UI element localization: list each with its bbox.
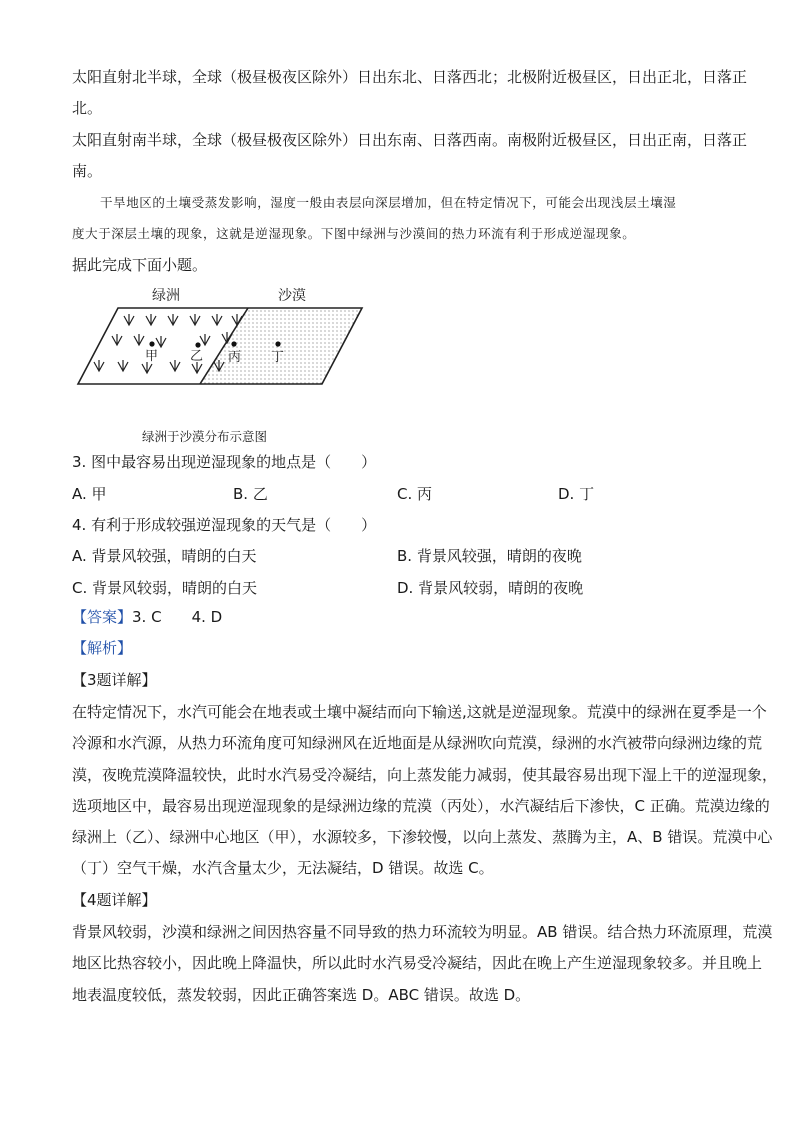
q3-stem: 3. 图中最容易出现逆湿现象的地点是（ ） <box>72 453 377 471</box>
instruction: 据此完成下面小题。 <box>72 256 208 274</box>
q3-detail-line-3: 漠，夜晚荒漠降温较快，此时水汽易受冷凝结，向上蒸发能力减弱，使其最容易出现下湿上干的逆湿现象， <box>72 766 778 784</box>
answer-label: 【答案】 <box>72 608 133 626</box>
point-yi-label: 乙 <box>190 349 204 364</box>
q3-detail-line-1: 在特定情况下，水汽可能会在地表或土壤中凝结而向下输送,这就是逆湿现象。荒漠中的绿洲在夏季是一个 <box>72 703 767 721</box>
q4-detail-line-3: 地表温度较低，蒸发较弱，因此正确答案选 D。ABC 错误。故选 D。 <box>72 986 531 1004</box>
q4-detail-line-2: 地区比热容较小，因此晚上降温快，所以此时水汽易受冷凝结，因此在晚上产生逆湿现象较多。并且晚上 <box>72 954 763 972</box>
point-ding-label: 丁 <box>271 350 285 365</box>
point-bing-label: 丙 <box>228 350 242 365</box>
intro-line-4: 南。 <box>72 162 103 180</box>
intro-line-3: 太阳直射南半球，全球（极昼极夜区除外）日出东南、日落西南。南极附近极昼区，日出正南，日落正 <box>72 131 748 149</box>
q4-stem: 4. 有利于形成较强逆湿现象的天气是（ ） <box>72 516 377 534</box>
q4-detail-line-1: 背景风较弱，沙漠和绿洲之间因热容量不同导致的热力环流较为明显。AB 错误。结合热力环流原理，荒漠 <box>72 923 773 941</box>
q3-option-a: A. 甲 <box>72 485 107 503</box>
q3-option-b: B. 乙 <box>233 485 268 503</box>
oasis-desert-diagram <box>72 282 372 392</box>
point-ding-dot <box>275 341 280 346</box>
point-bing-dot <box>231 341 236 346</box>
q3-detail-heading: 【3题详解】 <box>72 671 157 689</box>
answer-text: 3. C 4. D <box>132 608 223 626</box>
q3-option-c: C. 丙 <box>397 485 433 503</box>
answer-line <box>72 607 222 627</box>
oasis-label: 绿洲 <box>152 288 180 304</box>
q4-option-b: B. 背景风较强，晴朗的夜晚 <box>397 547 582 565</box>
q4-option-c: C. 背景风较弱，晴朗的白天 <box>72 579 258 597</box>
q3-detail-line-4: 选项地区中，最容易出现逆湿现象的是绿洲边缘的荒漠（丙处），水汽凝结后下渗快，C 正确。荒漠边缘的 <box>72 797 770 815</box>
q4-detail-heading: 【4题详解】 <box>72 891 157 909</box>
intro-line-2: 北。 <box>72 99 103 117</box>
q3-option-d: D. 丁 <box>558 485 595 503</box>
analysis-label: 【解析】 <box>72 639 133 657</box>
material-line-1: 干旱地区的土壤受蒸发影响，湿度一般由表层向深层增加，但在特定情况下，可能会出现浅层土壤湿 <box>100 195 677 210</box>
desert-label: 沙漠 <box>278 288 306 304</box>
q3-detail-line-6: （丁）空气干燥，水汽含量太少，无法凝结，D 错误。故选 C。 <box>72 859 494 877</box>
material-line-2: 度大于深层土壤的现象，这就是逆湿现象。下图中绿洲与沙漠间的热力环流有利于形成逆湿现象。 <box>72 226 636 241</box>
point-yi-dot <box>195 342 200 347</box>
point-jia-dot <box>149 341 154 346</box>
q3-detail-line-2: 冷源和水汽源，从热力环流角度可知绿洲风在近地面是从绿洲吹向荒漠，绿洲的水汽被带向绿洲边缘的荒 <box>72 734 763 752</box>
figure-caption: 绿洲于沙漠分布示意图 <box>142 429 268 444</box>
point-jia-label: 甲 <box>145 349 159 364</box>
intro-line-1: 太阳直射北半球，全球（极昼极夜区除外）日出东北、日落西北；北极附近极昼区，日出正北，日落正 <box>72 68 748 86</box>
q4-option-d: D. 背景风较弱，晴朗的夜晚 <box>397 579 584 597</box>
q4-option-a: A. 背景风较强，晴朗的白天 <box>72 547 257 565</box>
q3-detail-line-5: 绿洲上（乙）、绿洲中心地区（甲），水源较多，下渗较慢，以向上蒸发、蒸腾为主，A、B 错误。荒漠中心 <box>72 828 773 846</box>
